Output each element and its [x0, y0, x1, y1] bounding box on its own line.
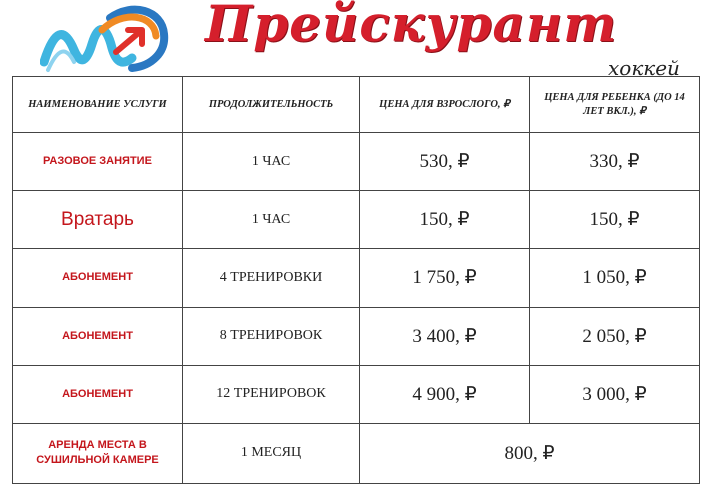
column-header-child-price: ЦЕНА ДЛЯ РЕБЕНКА (ДО 14 ЛЕТ ВКЛ.), ₽ — [530, 77, 700, 133]
adult-price: 530, ₽ — [360, 133, 530, 191]
table-row — [13, 365, 700, 423]
column-header-duration: ПРОДОЛЖИТЕЛЬНОСТЬ — [183, 77, 360, 133]
service-duration: 8 ТРЕНИРОВОК — [183, 307, 360, 365]
service-name: Вратарь — [13, 191, 183, 249]
service-duration: 1 ЧАС — [183, 191, 360, 249]
service-duration: 1 МЕСЯЦ — [183, 423, 360, 483]
shared-price: 800, ₽ — [360, 423, 700, 483]
table-row — [13, 191, 700, 249]
table-row — [13, 133, 700, 191]
adult-price: 3 400, ₽ — [360, 307, 530, 365]
service-name: АБОНЕМЕНТ — [13, 307, 183, 365]
service-duration: 4 ТРЕНИРОВКИ — [183, 249, 360, 307]
table-header-row — [13, 77, 700, 133]
child-price: 330, ₽ — [530, 133, 700, 191]
table-row — [13, 423, 700, 483]
child-price: 2 050, ₽ — [530, 307, 700, 365]
page-subtitle: хоккей — [608, 56, 680, 80]
adult-price: 1 750, ₽ — [360, 249, 530, 307]
service-name: АБОНЕМЕНТ — [13, 365, 183, 423]
company-logo — [40, 0, 170, 80]
adult-price: 4 900, ₽ — [360, 365, 530, 423]
column-header-adult-price: ЦЕНА ДЛЯ ВЗРОСЛОГО, ₽ — [360, 77, 530, 133]
adult-price: 150, ₽ — [360, 191, 530, 249]
price-table — [12, 76, 700, 484]
child-price: 3 000, ₽ — [530, 365, 700, 423]
child-price: 150, ₽ — [530, 191, 700, 249]
service-duration: 1 ЧАС — [183, 133, 360, 191]
column-header-service: НАИМЕНОВАНИЕ УСЛУГИ — [13, 77, 183, 133]
service-name: РАЗОВОЕ ЗАНЯТИЕ — [13, 133, 183, 191]
table-row — [13, 249, 700, 307]
service-duration: 12 ТРЕНИРОВОК — [183, 365, 360, 423]
page-title: Прейскурант — [205, 0, 618, 53]
service-name: АБОНЕМЕНТ — [13, 249, 183, 307]
table-row — [13, 307, 700, 365]
service-name: АРЕНДА МЕСТА В СУШИЛЬНОЙ КАМЕРЕ — [13, 423, 183, 483]
child-price: 1 050, ₽ — [530, 249, 700, 307]
